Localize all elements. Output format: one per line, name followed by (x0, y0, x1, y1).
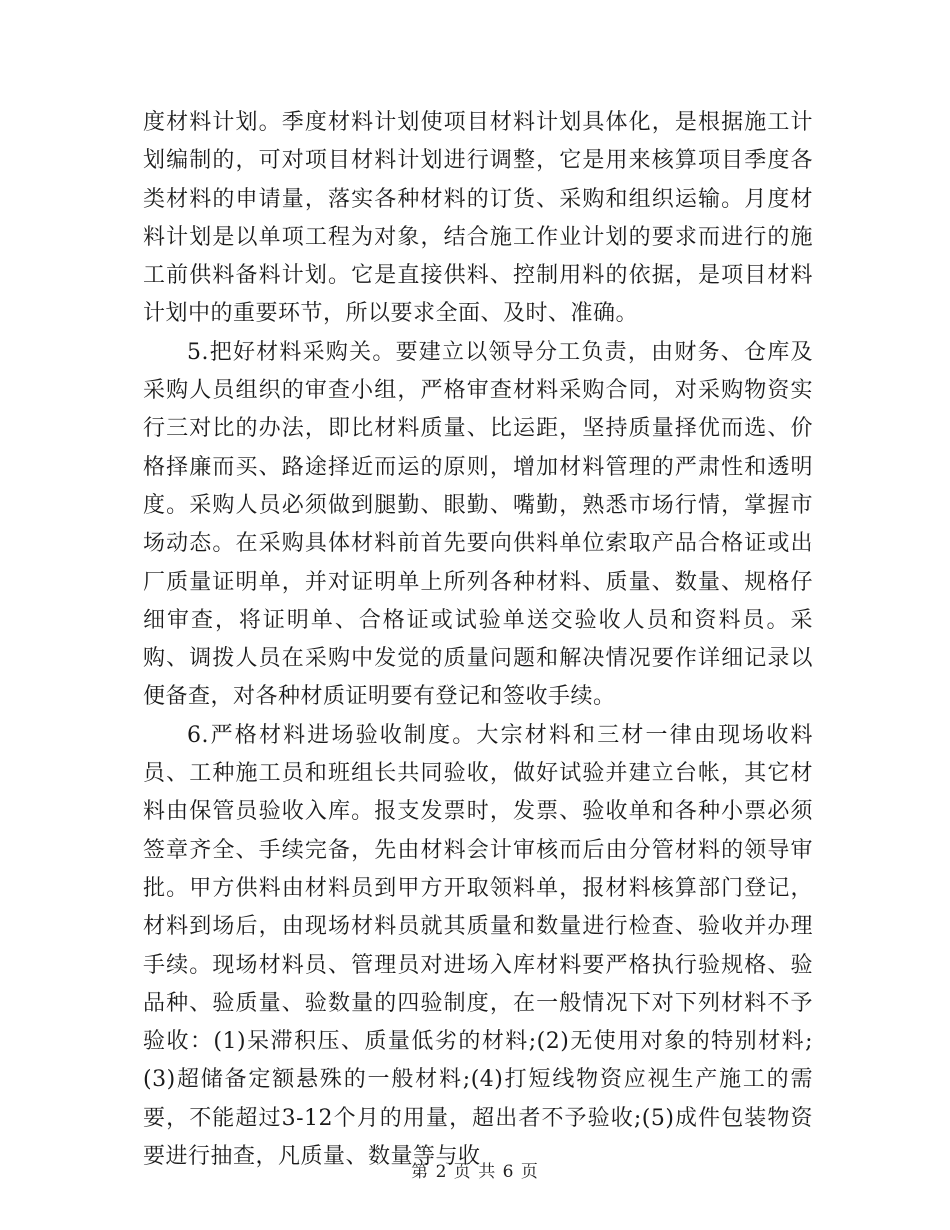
page-number-footer: 第 2 页 共 6 页 (411, 1162, 539, 1182)
paragraph-continuation: 度材料计划。季度材料计划使项目材料计划具体化，是根据施工计划编制的，可对项目材料计划进行调整，它是用来核算项目季度各类材料的申请量，落实各种材料的订货、采购和组织运输。月度材料计划是以单项工程为对象，结合施工作业计划的要求而进行的施工前供料备料计划。它是直接供料、控制用料的依据，是项目材料计划中的重要环节，所以要求全面、及时、准确。 (143, 110, 813, 327)
document-body (143, 104, 813, 1176)
paragraph-section-5: 5.把好材料采购关。要建立以领导分工负责，由财务、仓库及采购人员组织的审查小组，严格审查材料采购合同，对采购物资实行三对比的办法，即比材料质量、比运距，坚持质量择优而选、价格择廉而买、路途择近而运的原则，增加材料管理的严肃性和透明度。采购人员必须做到腿勤、眼勤、嘴勤，熟悉市场行情，掌握市场动态。在采购具体材料前首先要向供料单位索取产品合格证或出厂质量证明单，并对证明单上所列各种材料、质量、数量、规格仔细审查，将证明单、合格证或试验单送交验收人员和资料员。采购、调拨人员在采购中发觉的质量问题和解决情况要作详细记录以便备查，对各种材质证明要有登记和签收手续。 (143, 339, 813, 710)
paragraph-section-6: 6.严格材料进场验收制度。大宗材料和三材一律由现场收料员、工种施工员和班组长共同验收，做好试验并建立台帐，其它材料由保管员验收入库。报支发票时，发票、验收单和各种小票必须签章齐全、手续完备，先由材料会计审核而后由分管材料的领导审批。甲方供料由材料员到甲方开取领料单，报材料核算部门登记，材料到场后，由现场材料员就其质量和数量进行检查、验收并办理手续。现场材料员、管理员对进场入库材料要严格执行验规格、验品种、验质量、验数量的四验制度，在一般情况下对下列材料不予验收：(1)呆滞积压、质量低劣的材料;(2)无使用对象的特别材料;(3)超储备定额悬殊的一般材料;(4)打短线物资应视生产施工的需要，不能超过3-12个月的用量，超出者不予验收;(5)成件包装物资要进行抽查，凡质量、数量等与收 (143, 722, 813, 1170)
